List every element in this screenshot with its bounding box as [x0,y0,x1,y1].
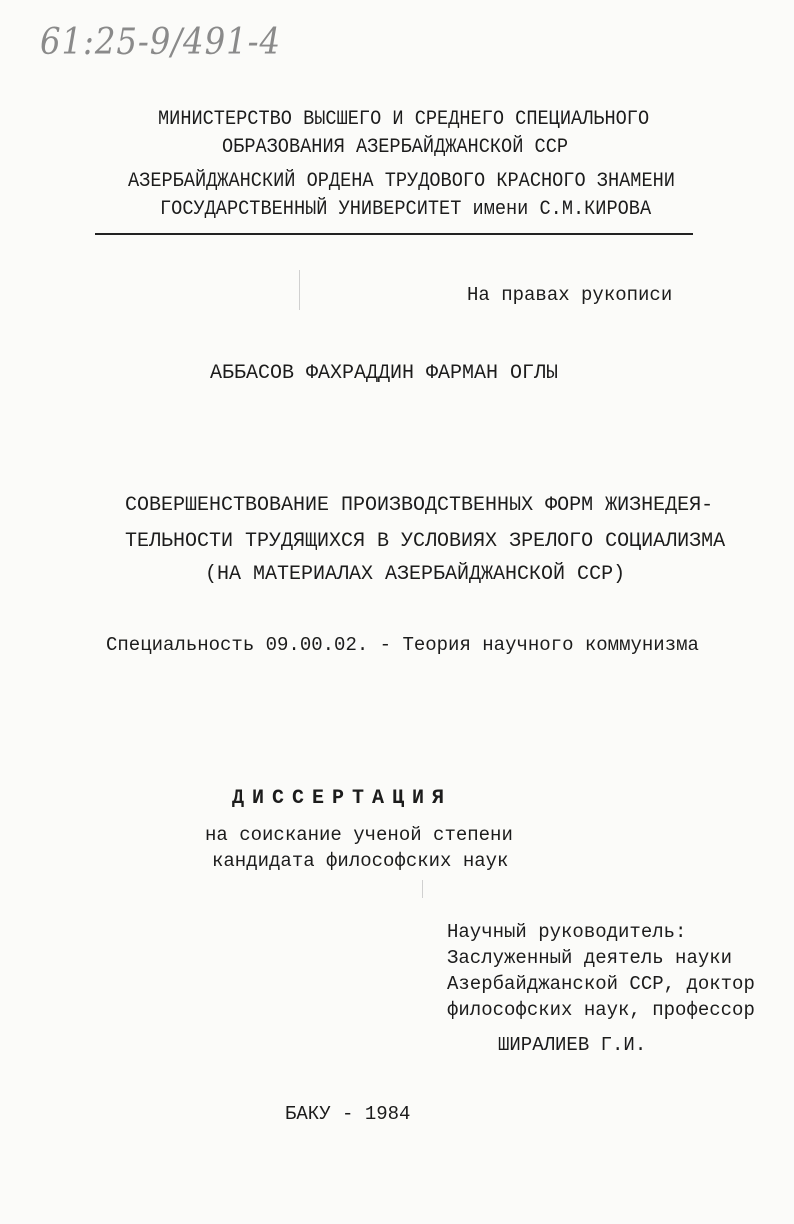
degree-line1: на соискание ученой степени [205,824,513,846]
supervisor-line4: философских наук, профессор [447,999,755,1021]
manuscript-note: На правах рукописи [467,284,673,306]
header-university-line2: ГОСУДАРСТВЕННЫЙ УНИВЕРСИТЕТ имени С.М.КИРОВА [160,198,652,221]
supervisor-line1: Научный руководитель: [447,921,687,943]
title-line2: ТЕЛЬНОСТИ ТРУДЯЩИХСЯ В УСЛОВИЯХ ЗРЕЛОГО СОЦИАЛИЗМА [125,530,726,553]
scan-artifact [422,880,423,898]
dissertation-heading: ДИССЕРТАЦИЯ [232,787,453,810]
author-name: АББАСОВ ФАХРАДДИН ФАРМАН ОГЛЫ [210,362,559,385]
degree-line2: кандидата философских наук [212,850,509,872]
archive-mark: 61:25-9/491-4 [40,22,281,63]
header-divider [95,233,693,235]
header-ministry-line2: ОБРАЗОВАНИЯ АЗЕРБАЙДЖАНСКОЙ ССР [222,136,569,159]
title-line1: СОВЕРШЕНСТВОВАНИЕ ПРОИЗВОДСТВЕННЫХ ФОРМ ЖИЗНЕДЕЯ- [125,494,714,517]
header-ministry-line1: МИНИСТЕРСТВО ВЫСШЕГО И СРЕДНЕГО СПЕЦИАЛЬНОГО [158,108,650,131]
supervisor-line2: Заслуженный деятель науки [447,947,733,969]
scan-artifact [299,270,300,310]
supervisor-name: ШИРАЛИЕВ Г.И. [498,1034,647,1056]
title-line3: (НА МАТЕРИАЛАХ АЗЕРБАЙДЖАНСКОЙ ССР) [205,563,626,586]
header-university-line1: АЗЕРБАЙДЖАНСКИЙ ОРДЕНА ТРУДОВОГО КРАСНОГО ЗНАМЕНИ [128,170,675,193]
place-year: БАКУ - 1984 [285,1103,411,1125]
specialty: Специальность 09.00.02. - Теория научного коммунизма [106,634,699,656]
supervisor-line3: Азербайджанской ССР, доктор [447,973,755,995]
